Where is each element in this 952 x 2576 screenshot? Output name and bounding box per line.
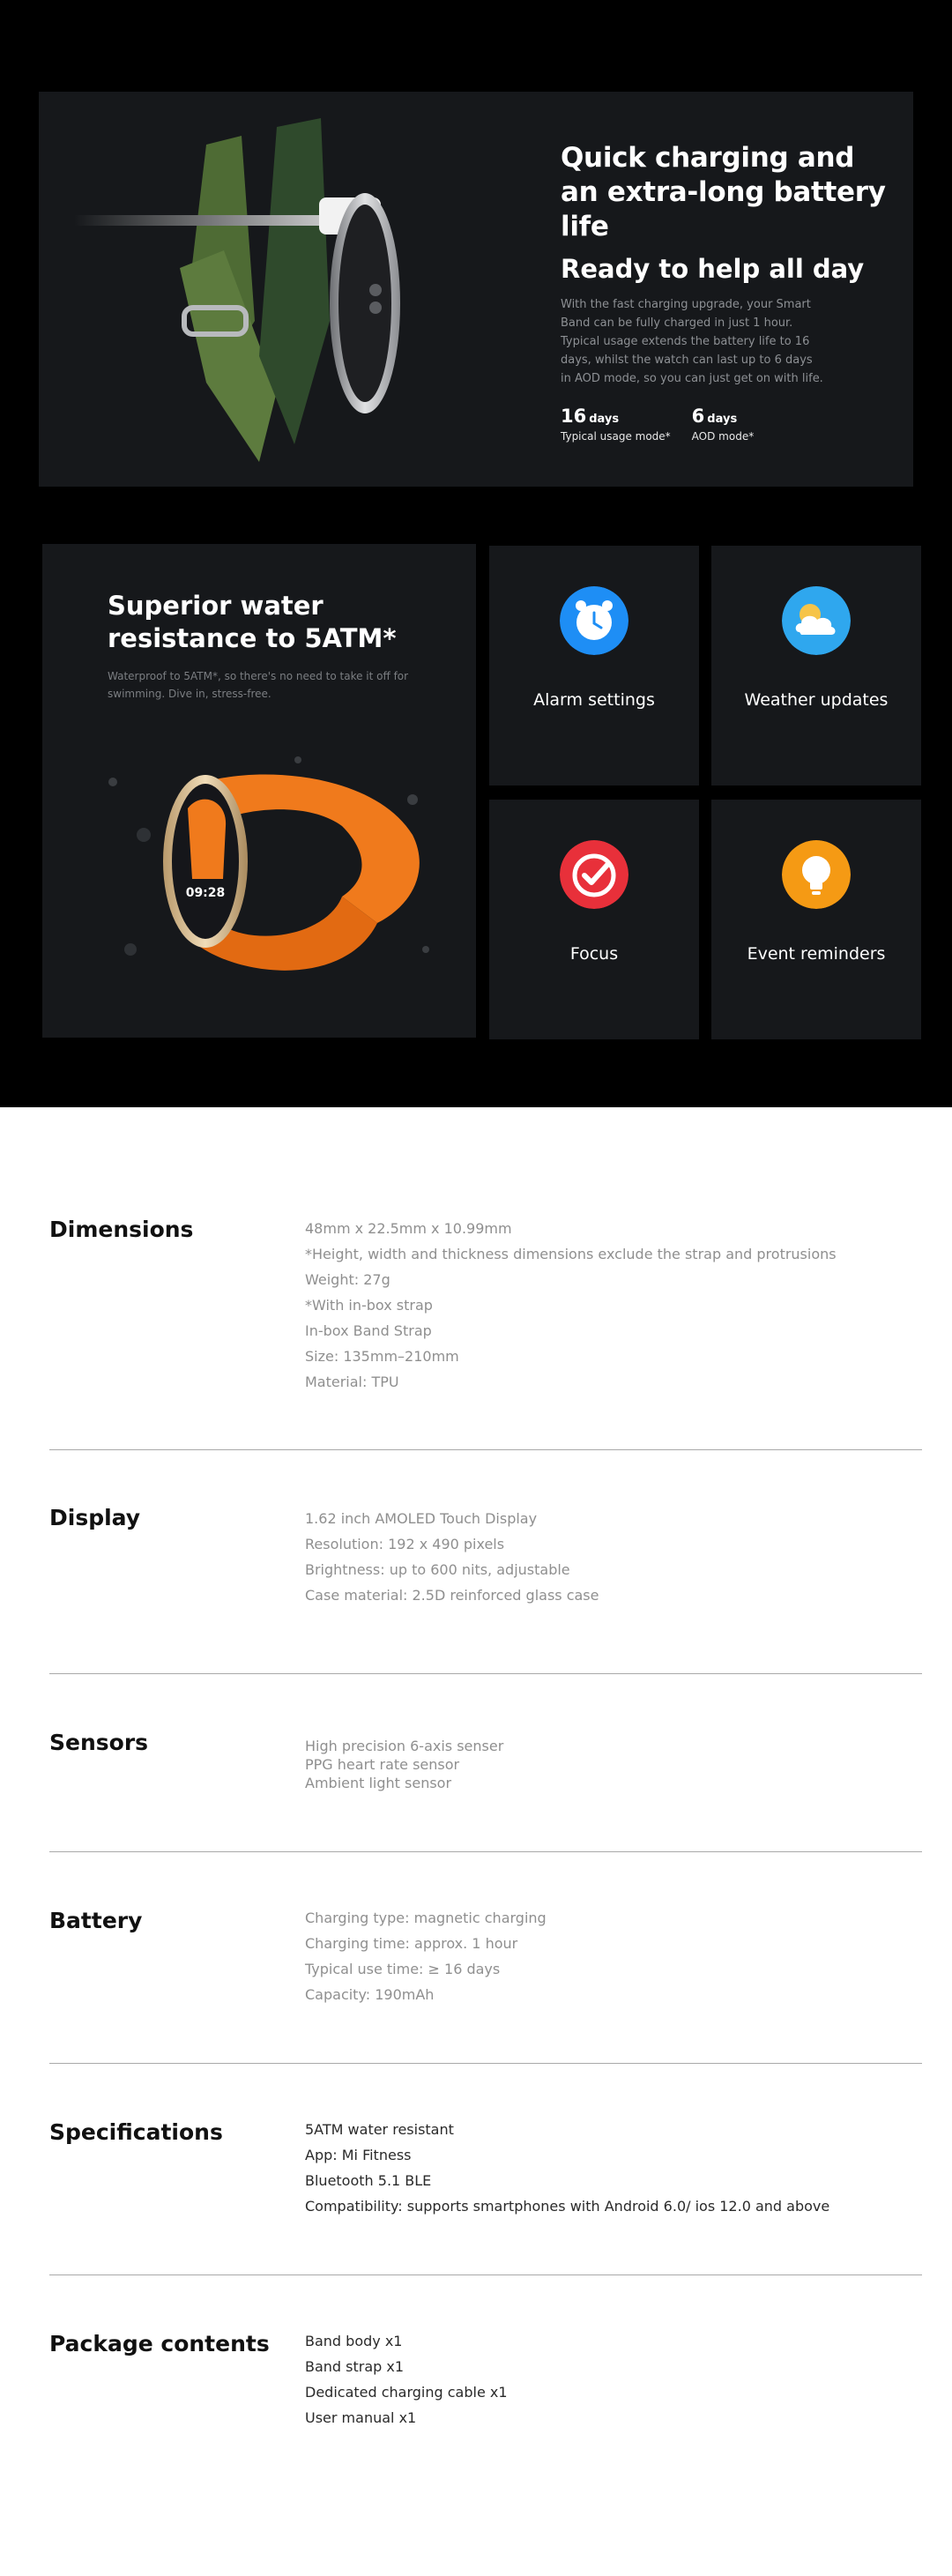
battery-stats: [561, 406, 754, 443]
spec-heading: Specifications: [49, 2119, 223, 2145]
spec-line: Ambient light sensor: [305, 1775, 452, 1791]
spec-line: Band body x1: [305, 2333, 403, 2349]
feature-label: Event reminders: [747, 944, 886, 964]
charging-subtitle: Ready to help all day: [561, 254, 865, 284]
feature-label: Focus: [569, 944, 619, 964]
spec-line: Capacity: 190mAh: [305, 1986, 435, 2003]
spec-divider: [49, 1449, 922, 1450]
spec-lines: [305, 1905, 547, 2007]
spec-line: Resolution: 192 x 490 pixels: [305, 1536, 505, 1552]
spec-line: High precision 6-axis senser: [305, 1738, 504, 1754]
alarm-clock-icon: [560, 586, 628, 655]
stat-typical-usage: [561, 406, 671, 443]
feature-label: Alarm settings: [533, 690, 655, 710]
spec-heading: Sensors: [49, 1730, 149, 1755]
stat-unit: days: [707, 413, 738, 426]
spec-line: User manual x1: [305, 2409, 417, 2426]
weather-cloud-icon: [782, 586, 851, 655]
feature-tile-event-reminders: [711, 800, 921, 1039]
stat-aod-mode: [692, 406, 755, 443]
charging-description: With the fast charging upgrade, your Smart Band can be fully charged in just 1 hour. Typical usage extends the battery life to 16 days, whilst the watch can last up to 6 days in AOD mode, so you can just get on with life.: [561, 298, 823, 385]
spec-line: Charging type: magnetic charging: [305, 1910, 547, 1926]
stat-label: AOD mode*: [691, 430, 755, 443]
focus-target-icon: [560, 840, 628, 909]
watch-time-text: 09:28: [185, 886, 226, 900]
spec-lines: [305, 1737, 503, 1792]
spec-line: 5ATM water resistant: [305, 2121, 454, 2138]
spec-line: Compatibility: supports smartphones with Android 6.0/ ios 12.0 and above: [305, 2198, 830, 2215]
stat-value: 16: [561, 406, 587, 427]
feature-label: Weather updates: [744, 690, 889, 710]
spec-divider: [49, 2063, 922, 2064]
orange-band-image: [78, 729, 448, 1020]
spec-line: App: Mi Fitness: [305, 2147, 412, 2163]
spec-line: *Height, width and thickness dimensions exclude the strap and protrusions: [305, 1246, 837, 1262]
spec-lines: [305, 2117, 829, 2219]
spec-heading: Dimensions: [49, 1217, 194, 1242]
lightbulb-icon: [782, 840, 851, 909]
spec-lines: [305, 1216, 837, 1395]
stat-unit: days: [589, 413, 620, 426]
spec-line: PPG heart rate sensor: [305, 1756, 460, 1773]
spec-line: Dedicated charging cable x1: [305, 2384, 508, 2401]
spec-line: In-box Band Strap: [305, 1322, 432, 1339]
spec-line: Weight: 27g: [305, 1271, 390, 1288]
spec-divider: [49, 2274, 922, 2275]
spec-divider: [49, 1673, 922, 1674]
spec-line: Material: TPU: [305, 1374, 399, 1390]
feature-tile-focus: [489, 800, 699, 1039]
spec-line: Bluetooth 5.1 BLE: [305, 2172, 432, 2189]
green-band-charging-image: [39, 92, 532, 487]
spec-heading: Battery: [49, 1908, 143, 1933]
spec-divider: [49, 1851, 922, 1852]
stat-value: 6: [691, 406, 705, 427]
spec-line: Typical use time: ≥ 16 days: [305, 1961, 501, 1977]
feature-tile-weather: [711, 546, 921, 785]
water-title: Superior water resistance to 5ATM*: [108, 591, 397, 653]
spec-heading: Package contents: [49, 2331, 270, 2356]
spec-line: Case material: 2.5D reinforced glass case: [305, 1587, 599, 1604]
spec-line: Band strap x1: [305, 2358, 405, 2375]
spec-line: Brightness: up to 600 nits, adjustable: [305, 1561, 570, 1578]
spec-line: Size: 135mm–210mm: [305, 1348, 459, 1365]
spec-line: 1.62 inch AMOLED Touch Display: [305, 1510, 538, 1527]
spec-lines: [305, 2328, 508, 2431]
spec-line: *With in-box strap: [305, 1297, 433, 1314]
water-resistance-card: [42, 544, 476, 1038]
spec-heading: Display: [49, 1505, 141, 1530]
water-description: Waterproof to 5ATM*, so there's no need to take it off for swimming. Dive in, stress-free.: [108, 670, 409, 700]
spec-line: 48mm x 22.5mm x 10.99mm: [305, 1220, 512, 1237]
feature-tile-alarm: [489, 546, 699, 785]
stat-label: Typical usage mode*: [561, 430, 671, 443]
spec-line: Charging time: approx. 1 hour: [305, 1935, 518, 1952]
charging-title: Quick charging and an extra-long battery life: [561, 142, 886, 242]
charging-feature-card: [39, 92, 913, 487]
spec-lines: [305, 1506, 599, 1608]
